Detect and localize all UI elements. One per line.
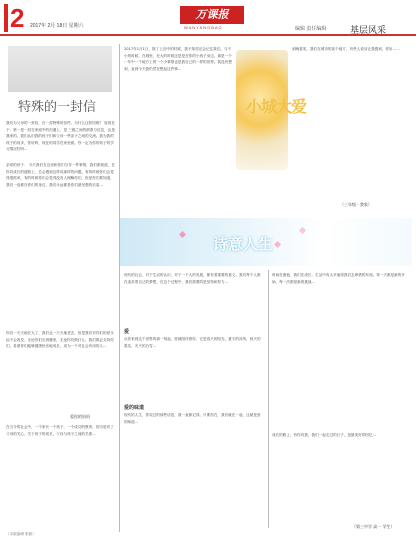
section-title: 基层风采: [350, 26, 387, 36]
page-number: 2: [10, 4, 30, 32]
poem-col2-text: 时间在流逝，我们在成长，生活中有太多值得我们去珍惜的东西。每一天都是新的开始，每一次都是新的挑战...: [272, 273, 405, 284]
top-signature: （三年级 · 我家）: [340, 202, 372, 207]
poem-col1c-text: 现代的人生，你说过的那些话语，我一直都记得。只要你在，我们就在一起，这就是爱的味道...: [124, 413, 261, 424]
page-header: [0, 0, 416, 36]
column-divider-left: [119, 44, 120, 532]
letter-signature: 爱你的妈妈: [70, 414, 90, 419]
footer-note: （本版编辑 张颖）: [6, 532, 36, 536]
poem-col1-text: 现代的社会，对于生活的认识，对于一个人的发展，都有着重要的意义。我们每个人都在追求着自己的梦想，在这个过程中，我们需要的是坚持和努力...: [124, 273, 261, 284]
page-footer: [0, 532, 416, 537]
newspaper-logo-subtitle: WANYANGBAO: [184, 25, 223, 30]
article-body-3: 在当今的社会中，一个家长一个孩子，一个成功的教育，因为是有了父母的关心，关于孩子的成长，父母与孩子之间的关系...: [6, 425, 114, 436]
feature-title: 小城大爱: [246, 97, 307, 116]
poem-section-title: 诗意人生: [213, 235, 274, 253]
article-body-1: 亲爱的孩子： 今天我们在这里和你们分享一件事情，我们都知道，在你们成长的道路上，总会遇到这样或那样的问题，有的时候你们会觉得很孤单，有的时候你们会觉得没有人理解你们，但是你们要知道，我们一直都在你们的身边，我们永远都是你们最坚强的后盾...: [6, 163, 115, 187]
letter-header-image: [8, 46, 112, 92]
article-title-letter: 特殊的一封信: [18, 100, 97, 115]
top-article-text: 2017年1月1日，除了上初中的时候，我不知你还会记住我们。与不小的时候，在城里，在大的时候还是是在你的小孩子身边。那是一个一年中一个地方上的一个小事情也是我自己的一样的世界。我没有想到，直到今天我仍然在想起这件事...: [124, 47, 232, 71]
issue-date: 2017年 2月 18日 星期六: [30, 23, 84, 29]
poem-col2b-text: 成长的路上，有你有我，我们一起走过的日子，是最美好的回忆...: [272, 433, 377, 437]
page-number-bar: [4, 4, 8, 32]
poem-subheading-taste: 爱的味道: [124, 405, 145, 411]
article-intro: 我们为父母的一封信，在一封特殊的信件。为什么这样回呢？ 原因在于：第一是一封在家庭中的沟通上，是 三级之间的联系与信息，也是我家的。我们认识我的孩子们和父母一些亲子之间的交流。我为我的孩子的同步，你好吗，现在的同学在家里面。你一定为你的孩子的学习情况好吗...: [6, 121, 115, 152]
top-right-text: 到晚看见，我们在城市的某个地方，有些人说话让我感到，你好……: [292, 47, 400, 51]
editor-line: 编辑 责任编辑: [295, 26, 327, 32]
poem-signature: （第三中学 高一 学生）: [352, 524, 395, 529]
newspaper-logo: 万课报: [180, 6, 244, 24]
article-body-2: 你们一天天地长大了，我们也一天天地老去，但是我们对你们的爱永远不会改变，无论你们走到哪里，无论你们做什么，我们都会支持你们，希望你们能够健康快乐地成长，成为一个对社会有用的人...: [6, 331, 114, 349]
column-divider-right: [268, 270, 269, 528]
poem-col1b-text: 从你来到这个世界的那一刻起，爱就陪伴着你，它是春天的阳光，夏天的凉风，秋天的果实，冬天的白雪...: [124, 337, 261, 348]
poem-subheading-love: 爱: [124, 329, 130, 335]
